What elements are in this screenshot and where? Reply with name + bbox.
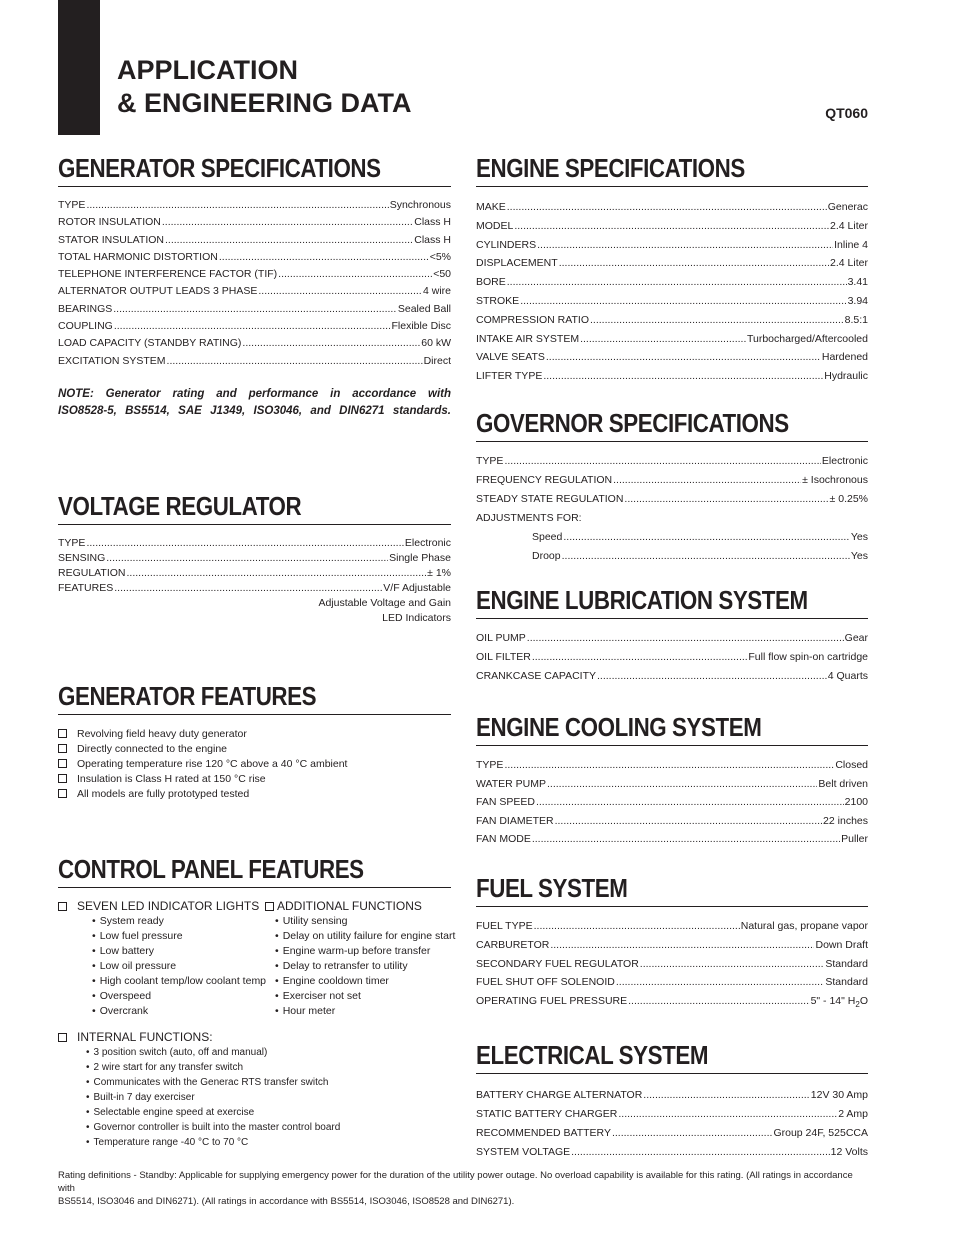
- list-item: • Hour meter: [275, 1004, 455, 1019]
- spec-value: 2.4 Liter: [830, 219, 868, 232]
- spec-list: [58, 536, 451, 596]
- spec-row: [58, 232, 451, 249]
- spec-value: Belt driven: [818, 777, 868, 790]
- spec-label: FAN SPEED: [476, 796, 535, 809]
- spec-value: [811, 992, 868, 1015]
- spec-row: [58, 551, 451, 566]
- spec-label: BATTERY CHARGE ALTERNATOR: [476, 1089, 643, 1101]
- spec-value: Hardened: [821, 351, 868, 364]
- list-item: • 3 position switch (auto, off and manual): [86, 1045, 451, 1060]
- spec-value: Inline 4: [834, 238, 868, 251]
- checkbox-icon: [58, 1033, 67, 1042]
- spec-value: 12V 30 Amp: [810, 1089, 868, 1101]
- spec-label: OPERATING FUEL PRESSURE: [476, 995, 628, 1008]
- engine-cooling-section: [476, 711, 868, 849]
- section-title: GOVERNOR SPECIFICATIONS: [476, 408, 789, 438]
- spec-row: [476, 1086, 868, 1105]
- generator-specifications-section: [58, 152, 451, 420]
- spec-label: STROKE: [476, 294, 520, 307]
- spec-row: [58, 249, 451, 266]
- spec-label: ALTERNATOR OUTPUT LEADS 3 PHASE: [58, 285, 258, 298]
- spec-row: [476, 775, 868, 794]
- spec-label: TELEPHONE INTERFERENCE FACTOR (TIF): [58, 268, 278, 281]
- list-item: • Low fuel pressure: [92, 929, 268, 944]
- spec-row: [476, 452, 868, 471]
- spec-list: [58, 197, 451, 370]
- checkbox-icon: [58, 902, 67, 911]
- spec-label: MODEL: [476, 219, 514, 232]
- note-line1: NOTE: Generator rating and performance in accordance with: [58, 387, 451, 400]
- spec-value: Synchronous: [389, 199, 451, 211]
- spec-label: Droop: [532, 550, 561, 562]
- spec-label: EXCITATION SYSTEM: [58, 354, 166, 367]
- spec-label: ADJUSTMENTS FOR:: [476, 512, 582, 524]
- spec-label: TOTAL HARMONIC DISTORTION: [58, 250, 218, 263]
- spec-row: [476, 830, 868, 849]
- spec-list: [476, 1086, 868, 1162]
- list-item: • Delay on utility failure for engine start: [275, 929, 455, 944]
- spec-value: 12 Volts: [830, 1146, 868, 1158]
- list-item: • 2 wire start for any transfer switch: [86, 1060, 451, 1075]
- spec-row: [476, 471, 868, 490]
- spec-row: [476, 992, 868, 1015]
- footnote-line2: BS5514, ISO3046 and DIN6271). (All ratings in accordance with BS5514, ISO3046, ISO8528 and DIN6271).: [58, 1196, 515, 1207]
- spec-row: [476, 311, 868, 330]
- spec-row: [476, 236, 868, 255]
- page-title-line2: & ENGINEERING DATA: [117, 88, 412, 118]
- governor-specifications-section: [476, 407, 868, 566]
- list-item-text: Directly connected to the engine: [77, 742, 228, 755]
- spec-row: [476, 217, 868, 236]
- spec-value: ± 1%: [427, 567, 451, 579]
- spec-label: FUEL TYPE: [476, 920, 533, 932]
- spec-label: OIL PUMP: [476, 632, 526, 644]
- checkbox-icon: [265, 902, 274, 911]
- spec-list: [476, 756, 868, 849]
- spec-row: [476, 1124, 868, 1143]
- spec-value: Yes: [850, 550, 868, 562]
- spec-value: 3.41: [847, 276, 868, 289]
- spec-row: [58, 335, 451, 352]
- engine-lubrication-section: [476, 584, 868, 686]
- spec-value: Yes: [850, 531, 868, 543]
- spec-label: BORE: [476, 276, 506, 289]
- list-item: • Overcrank: [92, 1004, 268, 1019]
- list-item: • Built-in 7 day exerciser: [86, 1090, 451, 1105]
- spec-row: [476, 1105, 868, 1124]
- spec-value: Class H: [414, 233, 451, 246]
- list-item: • System ready: [92, 914, 268, 929]
- spec-value: 2 Amp: [838, 1108, 868, 1120]
- spec-row: [476, 629, 868, 648]
- section-title: GENERATOR SPECIFICATIONS: [58, 153, 381, 183]
- spec-value: 8.5:1: [844, 313, 868, 326]
- spec-value: V/F Adjustable: [383, 582, 451, 594]
- list-item-text: Insulation is Class H rated at 150 °C rise: [77, 772, 266, 785]
- spec-row: [476, 273, 868, 292]
- feature-extra-line: LED Indicators: [382, 612, 451, 624]
- spec-list: [476, 629, 868, 686]
- list-item: [58, 741, 451, 756]
- spec-value: Standard: [825, 957, 868, 970]
- spec-row: [58, 566, 451, 581]
- spec-row: [58, 581, 451, 596]
- spec-label: INTAKE AIR SYSTEM: [476, 332, 580, 345]
- checkbox-icon: [58, 729, 67, 738]
- spec-value: Gear: [844, 632, 868, 644]
- spec-row: [476, 955, 868, 974]
- voltage-regulator-section: [58, 490, 451, 626]
- spec-value: Closed: [835, 759, 868, 771]
- spec-value: Electronic: [821, 455, 868, 467]
- spec-row: [476, 793, 868, 812]
- spec-list: [476, 452, 868, 566]
- spec-value: Generac: [827, 201, 868, 213]
- pressure-subscript: 2: [855, 1000, 860, 1010]
- spec-row: [476, 490, 868, 509]
- group-items: [58, 1045, 451, 1150]
- list-item-text: Revolving field heavy duty generator: [77, 727, 247, 740]
- spec-value: 60 kW: [421, 337, 451, 350]
- group-heading: INTERNAL FUNCTIONS:: [58, 1029, 451, 1045]
- spec-row: [476, 812, 868, 831]
- spec-row: [58, 197, 451, 214]
- spec-label: CYLINDERS: [476, 238, 537, 251]
- spec-row: [476, 367, 868, 386]
- spec-row: [476, 1143, 868, 1162]
- spec-row: [476, 292, 868, 311]
- spec-row: [58, 301, 451, 318]
- engine-specifications-section: [476, 152, 868, 386]
- spec-row: [58, 214, 451, 231]
- spec-row: [476, 254, 868, 273]
- led-indicators-group: [58, 898, 268, 1019]
- spec-list: [476, 917, 868, 1015]
- generator-features-section: [58, 680, 451, 801]
- spec-value: Down Draft: [815, 938, 868, 951]
- spec-value: 22 inches: [823, 814, 868, 827]
- spec-row: [476, 348, 868, 367]
- footnote-line1: Rating definitions - Standby: Applicable for supplying emergency power for the duration of the utility power outage. No overload capability is available for this rating. (All ratings in accordance with: [58, 1170, 853, 1194]
- checkbox-icon: [58, 789, 67, 798]
- document-code: QT060: [825, 105, 868, 121]
- list-item: • Low battery: [92, 944, 268, 959]
- spec-value: Standard: [825, 976, 868, 989]
- spec-value: ± Isochronous: [802, 474, 868, 486]
- list-item: • Overspeed: [92, 989, 268, 1004]
- spec-label: REGULATION: [58, 567, 126, 579]
- spec-label: COMPRESSION RATIO: [476, 313, 589, 326]
- spec-label: TYPE: [58, 199, 86, 211]
- feature-extra-line: Adjustable Voltage and Gain: [318, 597, 451, 609]
- spec-label: OIL FILTER: [476, 651, 531, 663]
- spec-value: Hydraulic: [824, 370, 868, 383]
- list-item: • Selectable engine speed at exercise: [86, 1105, 451, 1120]
- spec-row: [58, 318, 451, 335]
- note-line2: ISO8528-5, BS5514, SAE J1349, ISO3046, and DIN6271 standards.: [58, 404, 451, 417]
- list-item: • Exerciser not set: [275, 989, 455, 1004]
- spec-label: WATER PUMP: [476, 777, 546, 790]
- spec-row: [476, 198, 868, 217]
- spec-label: TYPE: [58, 537, 86, 549]
- spec-row: [476, 936, 868, 955]
- spec-label: SYSTEM VOLTAGE: [476, 1146, 571, 1158]
- list-item: • Low oil pressure: [92, 959, 268, 974]
- list-item: • Engine cooldown timer: [275, 974, 455, 989]
- spec-row: [476, 547, 868, 566]
- internal-functions-group: [58, 1029, 451, 1150]
- checkbox-icon: [58, 744, 67, 753]
- spec-value: Group 24F, 525CCA: [773, 1127, 868, 1139]
- section-title: ENGINE COOLING SYSTEM: [476, 712, 762, 742]
- spec-value: Direct: [423, 354, 451, 367]
- list-item: • Governor controller is built into the master control board: [86, 1120, 451, 1135]
- spec-value: Flexible Disc: [391, 320, 451, 333]
- spec-label: SENSING: [58, 552, 106, 564]
- list-item: [58, 756, 451, 771]
- spec-label: TYPE: [476, 455, 504, 467]
- spec-list: [476, 198, 868, 386]
- spec-label: FAN MODE: [476, 833, 531, 846]
- feature-list: [58, 726, 451, 801]
- group-items: [265, 914, 455, 1019]
- spec-label: FREQUENCY REGULATION: [476, 474, 613, 486]
- spec-label: CARBURETOR: [476, 938, 550, 951]
- spec-value: Full flow spin-on cartridge: [748, 651, 868, 663]
- spec-row: [476, 330, 868, 349]
- section-title: CONTROL PANEL FEATURES: [58, 854, 364, 884]
- spec-label: CRANKCASE CAPACITY: [476, 670, 596, 682]
- group-items: [58, 914, 268, 1019]
- spec-label: FEATURES: [58, 582, 114, 594]
- spec-label: STATIC BATTERY CHARGER: [476, 1108, 618, 1120]
- page-title: [117, 54, 412, 120]
- list-item: [58, 726, 451, 741]
- additional-functions-group: [265, 898, 455, 1019]
- header-black-bar: [58, 0, 100, 135]
- group-heading: SEVEN LED INDICATOR LIGHTS: [58, 898, 268, 914]
- section-title: GENERATOR FEATURES: [58, 681, 317, 711]
- section-title: ELECTRICAL SYSTEM: [476, 1040, 709, 1070]
- spec-label: SECONDARY FUEL REGULATOR: [476, 957, 639, 970]
- spec-row: [58, 536, 451, 551]
- spec-label: TYPE: [476, 759, 504, 771]
- spec-row: [476, 973, 868, 992]
- fuel-system-section: [476, 872, 868, 1015]
- spec-value: Puller: [841, 833, 868, 846]
- spec-value: Electronic: [404, 537, 451, 549]
- spec-label: STEADY STATE REGULATION: [476, 493, 624, 505]
- list-item: [58, 771, 451, 786]
- spec-row: [476, 528, 868, 547]
- spec-value: 3.94: [847, 294, 868, 307]
- spec-label: MAKE: [476, 201, 506, 213]
- spec-value: Turbocharged/Aftercooled: [746, 332, 868, 345]
- rating-definitions-footnote: [58, 1169, 858, 1208]
- spec-value: 2.4 Liter: [830, 257, 868, 270]
- section-title: ENGINE SPECIFICATIONS: [476, 153, 745, 183]
- list-item: • Delay to retransfer to utility: [275, 959, 455, 974]
- rating-note: [58, 386, 451, 420]
- spec-value: Sealed Ball: [397, 302, 451, 315]
- spec-label: BEARINGS: [58, 302, 113, 315]
- spec-row: [476, 667, 868, 686]
- spec-label: RECOMMENDED BATTERY: [476, 1127, 611, 1139]
- spec-value: Class H: [414, 216, 451, 229]
- spec-label: LIFTER TYPE: [476, 370, 543, 383]
- spec-label: Speed: [532, 531, 563, 543]
- checkbox-icon: [58, 774, 67, 783]
- page-title-line1: APPLICATION: [117, 55, 298, 85]
- list-item: [58, 786, 451, 801]
- spec-label: COUPLING: [58, 320, 113, 333]
- spec-row: [476, 509, 868, 528]
- section-title: FUEL SYSTEM: [476, 873, 628, 903]
- spec-value: ± 0.25%: [829, 493, 868, 505]
- spec-label: DISPLACEMENT: [476, 257, 558, 270]
- list-item: • Communicates with the Generac RTS transfer switch: [86, 1075, 451, 1090]
- pressure-text: 5" - 14" H: [810, 995, 856, 1008]
- spec-label: LOAD CAPACITY (STANDBY RATING): [58, 337, 242, 350]
- spec-value: <50: [433, 268, 451, 281]
- control-panel-section: [58, 853, 456, 1148]
- spec-row: [476, 917, 868, 936]
- section-title: ENGINE LUBRICATION SYSTEM: [476, 585, 808, 615]
- spec-label: VALVE SEATS: [476, 351, 545, 364]
- section-title: VOLTAGE REGULATOR: [58, 491, 302, 521]
- electrical-system-section: [476, 1039, 868, 1162]
- spec-value: 2100: [844, 796, 868, 809]
- spec-label: FUEL SHUT OFF SOLENOID: [476, 976, 615, 989]
- spec-row: [58, 353, 451, 370]
- checkbox-icon: [58, 759, 67, 768]
- list-item-text: Operating temperature rise 120 °C above a 40 °C ambient: [77, 757, 348, 770]
- list-item: • High coolant temp/low coolant temp: [92, 974, 268, 989]
- list-item: • Utility sensing: [275, 914, 455, 929]
- spec-value: 4 Quarts: [827, 670, 868, 682]
- spec-row: [58, 266, 451, 283]
- spec-value: 4 wire: [422, 285, 451, 298]
- spec-label: FAN DIAMETER: [476, 814, 554, 827]
- spec-value: Natural gas, propane vapor: [740, 920, 868, 932]
- group-heading: ADDITIONAL FUNCTIONS: [265, 898, 455, 914]
- spec-row: [58, 283, 451, 300]
- spec-label: STATOR INSULATION: [58, 233, 164, 246]
- spec-label: ROTOR INSULATION: [58, 216, 161, 229]
- list-item: • Engine warm-up before transfer: [275, 944, 455, 959]
- spec-value: Single Phase: [389, 552, 451, 564]
- list-item-text: All models are fully prototyped tested: [77, 787, 250, 800]
- spec-value: <5%: [429, 250, 451, 263]
- pressure-tail: O: [859, 995, 868, 1008]
- list-item: • Temperature range -40 °C to 70 °C: [86, 1135, 451, 1150]
- spec-row: [476, 756, 868, 775]
- spec-row: [476, 648, 868, 667]
